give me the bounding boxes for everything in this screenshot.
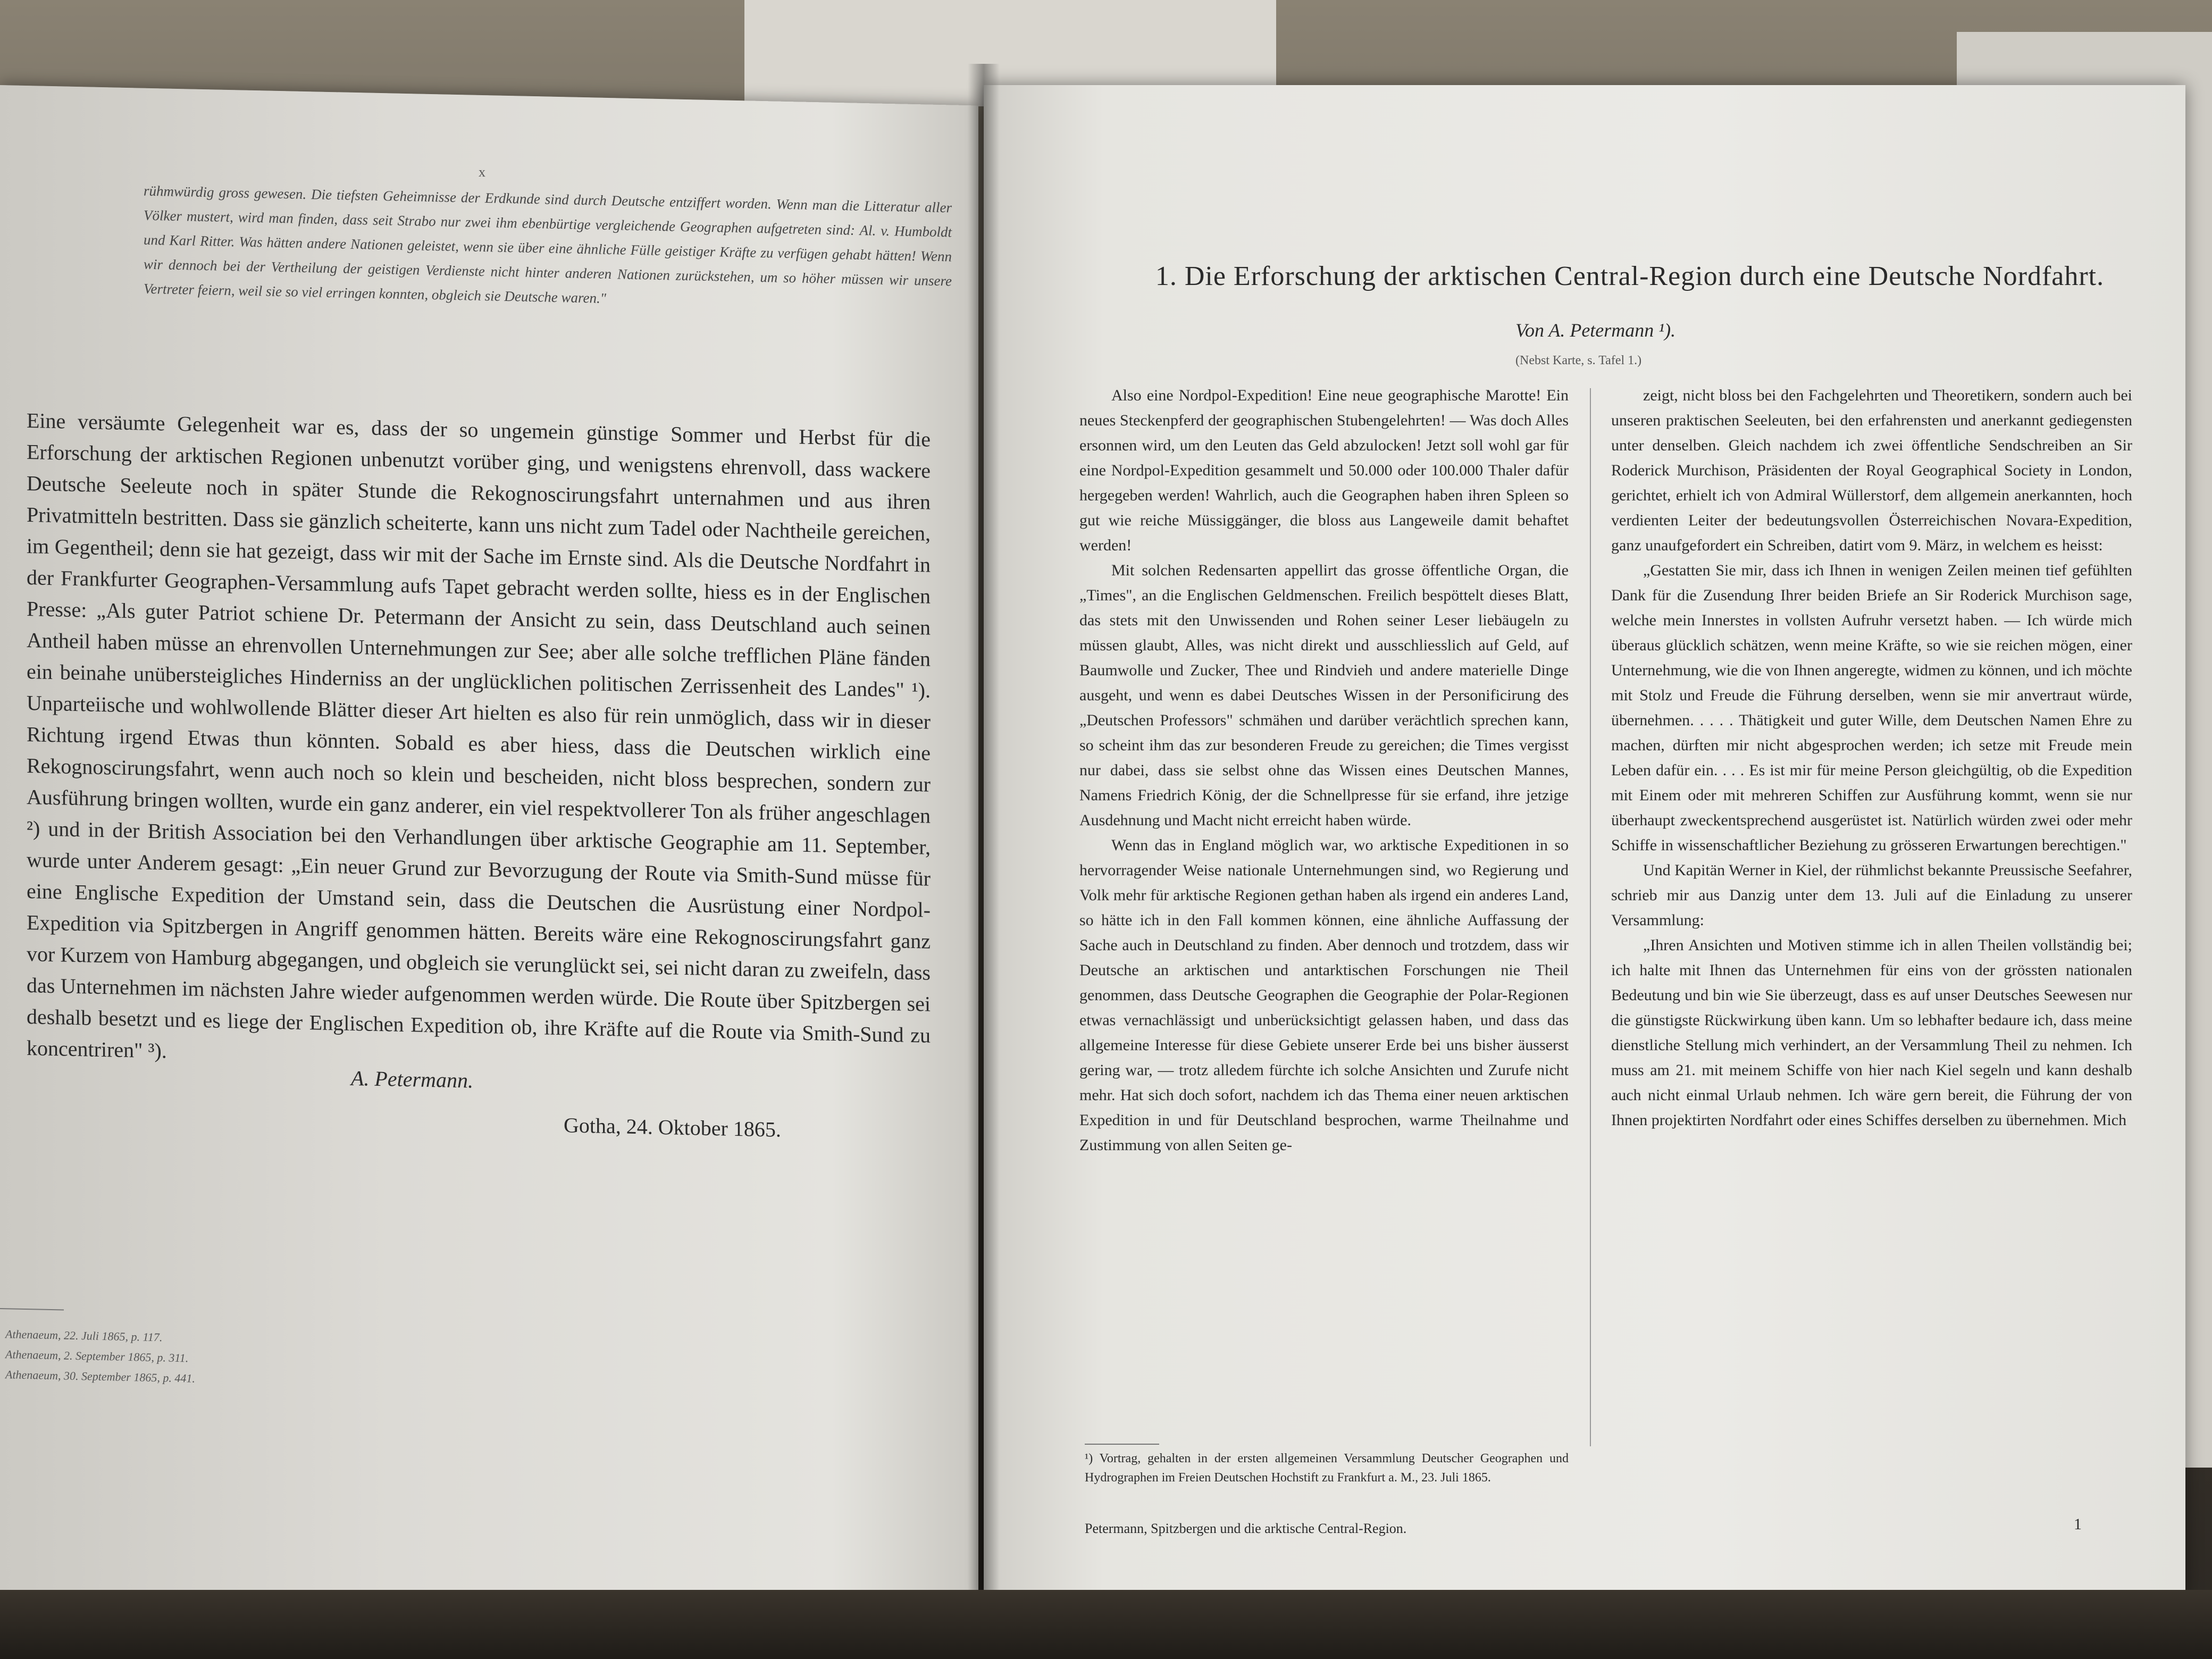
map-reference-note: (Nebst Karte, s. Tafel 1.) [1515, 354, 1642, 367]
paragraph: Und Kapitän Werner in Kiel, der rühmlichst bekannte Preussische Seefahrer, schrieb mir aus Danzig unter dem 13. Juli auf die Einladung zu unserer Versammlung: [1611, 861, 2132, 929]
left-page-body: Eine versäumte Gelegenheit war es, dass der so ungemein günstige Sommer und Herbst für die Erforschung der arktischen Regionen unbenutzt vorüber ging, und wenigstens ehrenvoll, dass wackere Deutsche Seeleute noch in später Stunde die Rekognoscirungsfahrt unternahmen und aus ihren Privatmitteln bestritten. Dass sie gänzlich scheiterte, kann uns nicht zum Tadel oder Nachtheile gereichen, im Gegentheil; denn sie hat gezeigt, dass wir mit der Sache im Ernste sind. Als die Deutsche Nordfahrt in der Frankfurter Geographen-Versammlung aufs Tapet gebracht werden sollte, hiess es in der Englischen Presse: „Als guter Patriot schiene Dr. Petermann der Ansicht zu sein, dass Deutschland auch seinen Antheil haben müsse an ehrenvollen Unternehmungen zur See; aber alle solche trefflichen Pläne fänden ein beinahe unübersteigliches Hinderniss an der unglücklichen politischen Zerrissenheit des Landes" ¹). Unparteiische und wohlwollende Blätter dieser Art hielten es also für rein unmöglich, dass wir in dieser Richtung irgend Etwas thun könnten. Sobald es aber hiess, dass die Deutschen wirklich eine Rekognoscirungsfahrt, wenn auch noch so klein und bescheiden, nicht bloss besprechen, sondern zur Ausführung bringen wollten, wurde ein ganz anderer, ein viel respektvollerer Ton als früher angeschlagen ²) und in der British Association bei den Verhandlungen über arktische Geographie am 11. September, wurde unter Anderem gesagt: „Ein neuer Grund zur Bevorzugung der Route via Smith-Sund müsse für eine Englische Expedition der Umstand sein, dass die Deutschen die Ausrüstung einer Nordpol-Expedition via Spitzbergen in Angriff genommen hätten. Bereits wäre eine Rekognoscirungsfahrt ganz vor Kurzem von Hamburg abgegangen, und obgleich sie verunglückt sei, sei nicht daran zu zweifeln, dass das Unternehmen im nächsten Jahre wieder aufgenommen werden würde. Die Route über Spitzbergen sei deshalb besetzt und es liege der Englischen Expedition ob, ihre Kräfte auf die Route via Smith-Sund zu koncentriren" ³). [27, 408, 931, 1063]
left-page-quote: rühmwürdig gross gewesen. Die tiefsten Geheimnisse der Erdkunde sind durch Deutsche entziffert worden. Wenn man die Litteratur aller Völker mustert, wird man finden, dass seit Strabo nur zwei ihm ebenbürtige vergleichende Geographen aufgetreten sind: Al. v. Humboldt und Karl Ritter. Was hätten andere Nationen geleistet, wenn sie über eine ähnliche Fülle geistiger Kräfte zu verfügen gehabt hätten! Wenn wir dennoch bei der Vertheilung der geistigen Verdienste nicht hinter anderen Nationen zurückstehen, um so höher müssen wir unsere Vertreter feiern, weil sie so viel erringen konnten, obgleich sie Deutsche waren." [144, 182, 952, 306]
paragraph: Wenn das in England möglich war, wo arktische Expeditionen in so hervorragender Weise nationale Unternehmungen sind, wo Regierung und Volk mehr für arktische Regionen gethan haben als irgend ein anderes Land, so hätte ich in den Fall kommen können, eine ähnliche Auffassung der Sache auch in Deutschland zu finden. Aber dennoch und trotzdem, dass wir Deutsche an arktischen und antarktischen Forschungen nie Theil genommen, dass Deutsche Geographen die Geographie der Polar-Regionen etwas vernachlässigt und unberücksichtigt gelassen haben, und dass das allgemeine Interesse für diese Gebiete unserer Erde bei uns bisher äusserst gering war, — trotz alledem fürchte ich solche Ansichten und Zurufe nicht mehr. Hat sich doch sofort, nachdem ich das Thema einer neuen arktischen Expedition in und für Deutschland besprochen, warme Theilnahme und Zustimmung von allen Seiten ge- [1079, 836, 1569, 1154]
footnote-divider [1085, 1444, 1159, 1445]
table-edge [0, 1590, 2212, 1659]
left-page-number: x [479, 164, 485, 180]
column-divider [1590, 388, 1591, 1446]
author-signature: A. Petermann. [351, 1066, 473, 1093]
text-column-left [1079, 383, 1569, 1158]
paragraph: „Ihren Ansichten und Motiven stimme ich in allen Theilen vollständig bei; ich halte mit Ihnen das Unternehmen für eins von der grössten nationalen Bedeutung und bin wie Sie überzeugt, dass es auf unser Deutsches Seewesen nur die günstigste Rückwirkung üben kann. Um so lebhafter bedaure ich, dass meine dienstliche Stellung mich verhindert, an der Versammlung Theil zu nehmen. Ich muss am 21. mit meinem Schiffe von hier nach Kiel segeln und kann deshalb auch nicht einmal Urlaub nehmen. Ich wäre gern bereit, die Führung der von Ihnen projektirten Nordfahrt oder eines Schiffes derselben zu übernehmen. Mich [1611, 936, 2132, 1129]
left-page-footnotes [5, 1324, 324, 1392]
left-page [0, 85, 978, 1616]
footnote-line: Athenaeum, 22. Juli 1865, p. 117. [5, 1327, 163, 1344]
text-column-right [1611, 383, 2132, 1133]
paragraph: zeigt, nicht bloss bei den Fachgelehrten und Theoretikern, sondern auch bei unseren praktischen Seeleuten, bei den erfahrensten und anerkannt gediegensten unter denselben. Gleich nachdem ich zwei öffentliche Sendschreiben an Sir Roderick Murchison, Präsidenten der Royal Geographical Society in London, gerichtet, erhielt ich von Admiral Wüllerstorf, dem allgemein anerkannten, hoch verdienten Leiter der bedeutungsvollen Österreichischen Novara-Expedition, ganz unaufgefordert ein Schreiben, datirt vom 9. März, in welchem es heisst: [1611, 387, 2132, 554]
footnote-line: Athenaeum, 30. September 1865, p. 441. [5, 1368, 195, 1385]
running-footer: Petermann, Spitzbergen und die arktische Central-Region. [1085, 1521, 1407, 1536]
right-page [984, 85, 2185, 1595]
right-page-number: 1 [2074, 1515, 2082, 1533]
paragraph: Also eine Nordpol-Expedition! Eine neue geographische Marotte! Ein neues Steckenpferd der geographischen Stubengelehrten! — Was doch Alles ersonnen wird, um den Leuten das Geld abzulocken! Jetzt soll wohl gar für eine Nordpol-Expedition gesammelt und 50.000 oder 100.000 Thaler dafür hergegeben werden! Wahrlich, auch die Geographen haben ihren Spleen so gut wie reiche Müssiggänger, die bloss aus Langeweile damit behaftet werden! [1079, 387, 1569, 554]
article-footnote: ¹) Vortrag, gehalten in der ersten allgemeinen Versammlung Deutscher Geographen und Hydrographen im Freien Deutschen Hochstift zu Frankfurt a. M., 23. Juli 1865. [1085, 1452, 1569, 1485]
paragraph: Mit solchen Redensarten appellirt das grosse öffentliche Organ, die „Times", an die Englischen Geldmenschen. Freilich bespöttelt dieses Blatt, das stets mit den Unwissenden und Rohen seiner Leser liebäugeln zu müssen glaubt, Alles, was nicht direkt und ausschliesslich auf Geld, auf Baumwolle und Zucker, Thee und Rindvieh und andere materielle Dinge ausgeht, und wenn es dabei Deutsches Wissen in der Personificirung des „Deutschen Professors" schmähen und darüber verächtlich sprechen kann, so scheint ihm das zur besonderen Freude zu gereichen; die Times vergisst nur dabei, dass sie selbst ohne das Wissen eines Deutschen Mannes, Namens Friedrich König, der die Schnellpresse für sie erfand, ihre jetzige Ausdehnung und Macht nicht erreicht haben würde. [1079, 562, 1569, 829]
article-title: 1. Die Erforschung der arktischen Central-Region durch eine Deutsche Nordfahrt. [1155, 261, 2105, 291]
footnote-line: Athenaeum, 2. September 1865, p. 311. [5, 1347, 189, 1365]
footnote-divider [0, 1308, 64, 1311]
paragraph: „Gestatten Sie mir, dass ich Ihnen in wenigen Zeilen meinen tief gefühlten Dank für die Zusendung Ihrer beiden Briefe an Sir Roderick Murchison sage, welche mein Innerstes in vollsten Aufruhr versetzt haben. — Ich würde mich überaus glücklich schätzen, wenn meine Kräfte, so wie sie reichen mögen, einer Unternehmung, wie die von Ihnen angeregte, widmen zu können, und ich möchte mit Stolz und Freude die Führung derselben, wenn sie mir anvertraut würde, übernehmen. . . . . Thätigkeit und guter Wille, dem Deutschen Namen Ehre zu machen, dürften mir nicht abgesprochen werden; ich setze mit Freude mein Leben dafür ein. . . . Es ist mir für meine Person gleichgültig, ob die Expedition mit Einem oder mit mehreren Schiffen zur Ausführung kommt, wenn sie nur überhaupt zweckentsprechend ausgerüstet ist. Natürlich würden zwei oder mehr Schiffe in wissenschaftlicher Beziehung zu grösseren Erwartungen berechtigen." [1611, 562, 2132, 854]
dateline: Gotha, 24. Oktober 1865. [564, 1113, 781, 1142]
article-byline: Von A. Petermann ¹). [1515, 320, 1676, 341]
book-gutter [968, 64, 1000, 1648]
